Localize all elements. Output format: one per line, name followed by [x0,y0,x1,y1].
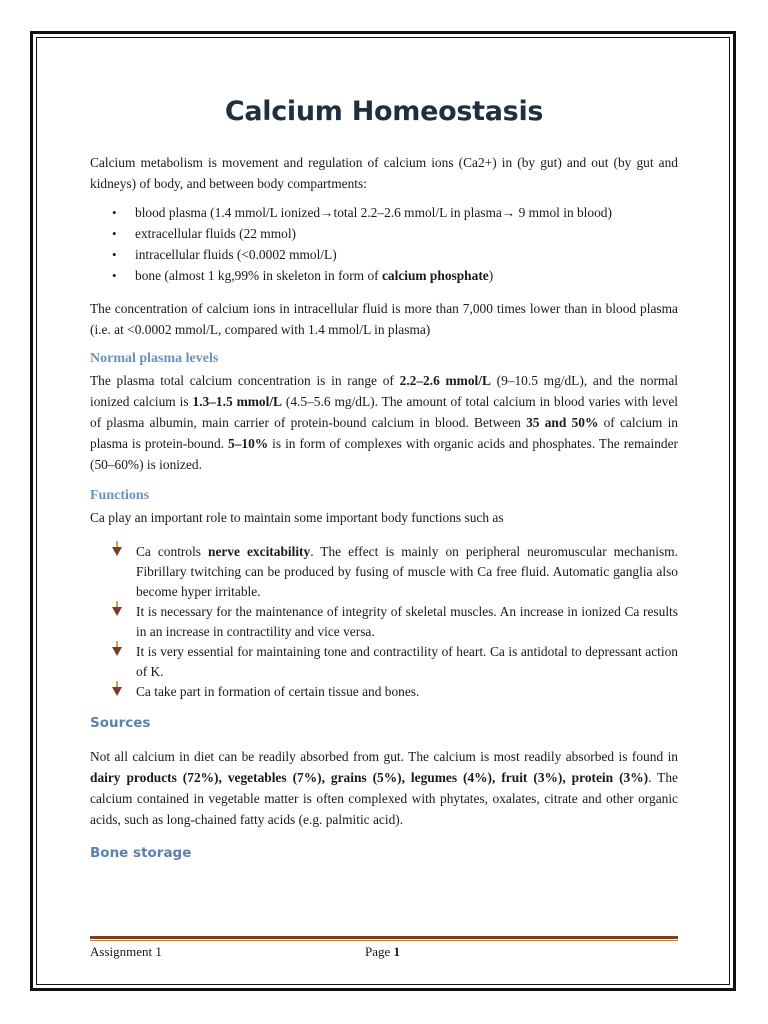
footer-assignment-label: Assignment 1 [90,944,162,959]
arrow-down-bullet-icon [112,687,122,696]
bullet-icon: • [112,205,117,220]
normal-plasma-paragraph: The plasma total calcium concentration is in range of 2.2–2.6 mmol/L (9–10.5 mg/dL), and the normal ionized calcium is 1.3–1.5 mmol/L (4.5–5.6 mg/dL). The amount of total calcium in blood varies with level of plasma albumin, main carrier of protein-bound calcium in blood. Between 35 and 50% of calcium in plasma is protein-bound. 5–10% is in form of complexes with organic acids and phosphates. The remainder (50–60%) is ionized. [90,373,678,472]
intro-paragraph: Calcium metabolism is movement and regulation of calcium ions (Ca2+) in (by gut) and out (by gut and kidneys) of body, and between body compartments: [90,155,678,191]
list-item: Ca take part in formation of certain tissue and bones. [90,682,678,702]
list-item: It is necessary for the maintenance of integrity of skeletal muscles. An increase in ionized Ca results in an increase in contractility and vice versa. [90,602,678,642]
functions-list [90,542,678,702]
footer-divider-thin [90,940,678,941]
list-item: • intracellular fluids (<0.0002 mmol/L) [90,244,678,265]
bullet-icon: • [112,268,117,283]
list-item: • blood plasma (1.4 mmol/L ionized→total 2.2–2.6 mmol/L in plasma→ 9 mmol in blood) [90,202,678,223]
functions-intro: Ca play an important role to maintain some important body functions such as [90,510,504,525]
section-heading-sources: Sources [90,715,151,731]
arrow-right-icon: → [320,205,334,220]
arrow-down-bullet-icon [112,647,122,656]
bullet-icon: • [112,226,117,241]
list-item: Ca controls nerve excitability. The effect is mainly on peripheral neuromuscular mechanism. Fibrillary twitching can be produced by fusing of muscle with Ca free fluid. Automatic ganglia also become hyper irritable. [90,542,678,602]
list-item: It is very essential for maintaining tone and contractility of heart. Ca is antidotal to depressant action of K. [90,642,678,682]
bullet-icon: • [112,247,117,262]
section-heading-normal-plasma: Normal plasma levels [90,351,219,366]
list-item: • bone (almost 1 kg,99% in skeleton in form of calcium phosphate) [90,265,678,286]
arrow-right-icon: → [501,205,516,220]
section-heading-functions: Functions [90,488,150,503]
footer-page-number: Page 1 [365,944,401,959]
arrow-down-bullet-icon [112,607,122,616]
compartment-list [90,202,678,286]
sources-paragraph: Not all calcium in diet can be readily absorbed from gut. The calcium is most readily absorbed is found in dairy products (72%), vegetables (7%), grains (5%), legumes (4%), fruit (3%), protein (3%). The calcium contained in vegetable matter is often complexed with phytates, oxalates, citrate and other organic acids, such as long-chained fatty acids (e.g. palmitic acid). [90,749,678,827]
section-heading-bone-storage: Bone storage [90,845,192,861]
arrow-down-bullet-icon [112,547,122,556]
footer-divider [90,936,678,939]
list-item: • extracellular fluids (22 mmol) [90,223,678,244]
concentration-paragraph: The concentration of calcium ions in intracellular fluid is more than 7,000 times lower than in blood plasma (i.e. at <0.0002 mmol/L, compared with 1.4 mmol/L in plasma) [90,301,678,337]
document-title: Calcium Homeostasis [224,96,544,127]
document-body [90,96,678,864]
